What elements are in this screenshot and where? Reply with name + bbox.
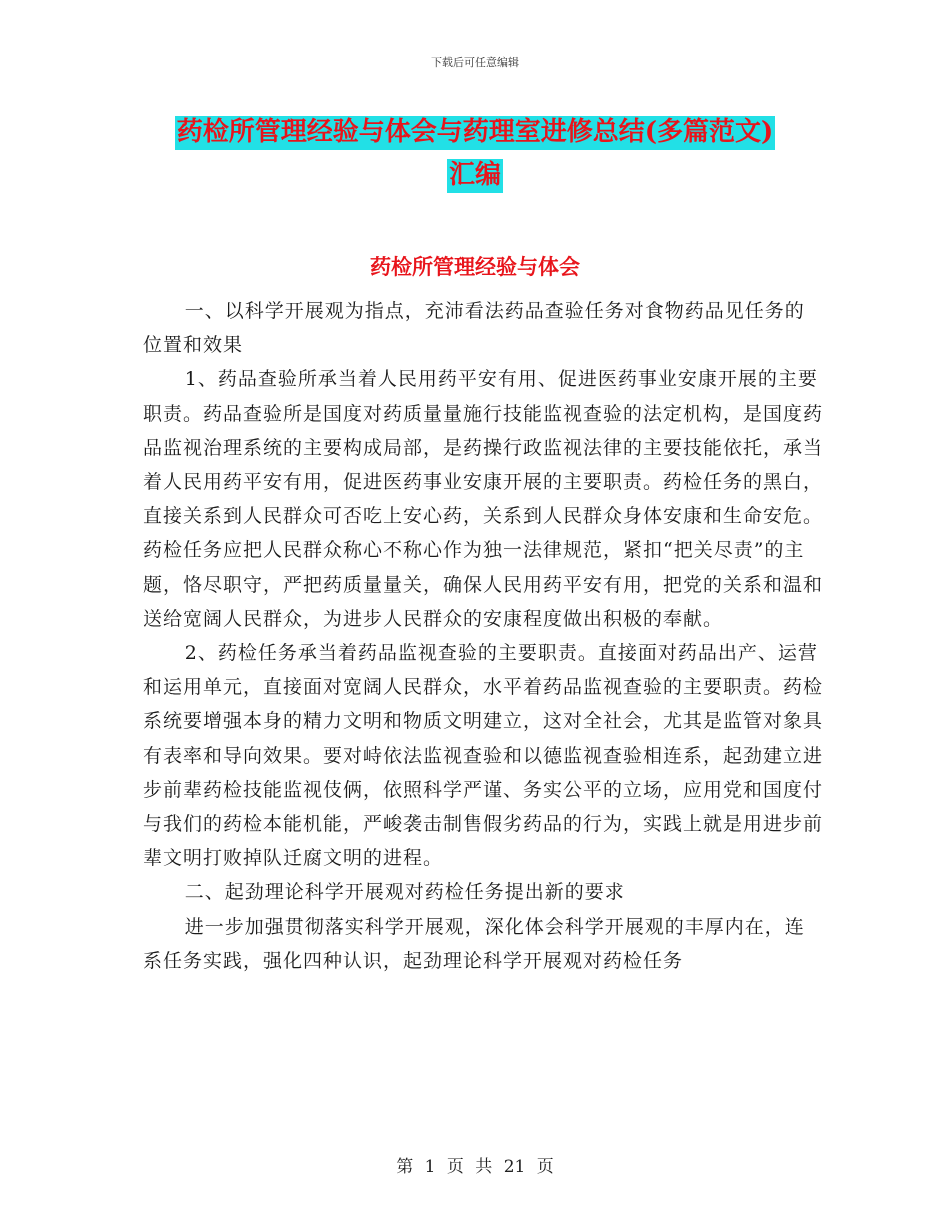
- document-body: [143, 294, 823, 978]
- section-title: 药检所管理经验与体会: [370, 254, 580, 279]
- title-highlight: 药检所管理经验与体会与药理室进修总结(多篇范文): [175, 116, 776, 150]
- paragraph: 进一步加强贯彻落实科学开展观，深化体会科学开展观的丰厚内在，连系任务实践，强化四种认识，起劲理论科学开展观对药检任务: [143, 915, 805, 972]
- title-highlight: 汇编: [447, 159, 503, 193]
- document-title-line-1: [0, 116, 950, 150]
- paragraph: 2、药检任务承当着药品监视查验的主要职责。直接面对药品出产、运营和运用单元，直接面对宽阔人民群众，水平着药品监视查验的主要职责。药检系统要增强本身的精力文明和物质文明建立，这对全社会，尤其是监管对象具有表率和导向效果。要对峙依法监视查验和以德监视查验相连系，起劲建立进步前辈药检技能监视伎俩，依照科学严谨、务实公平的立场，应用党和国度付与我们的药检本能机能，严峻袭击制售假劣药品的行为，实践上就是用进步前辈文明打败掉队迁腐文明的进程。: [143, 642, 824, 870]
- paragraph: 一、以科学开展观为指点，充沛看法药品查验任务对食物药品见任务的位置和效果: [143, 300, 805, 357]
- page-header-note: 下载后可任意编辑: [431, 56, 519, 69]
- paragraph: 二、起劲理论科学开展观对药检任务提出新的要求: [184, 881, 625, 904]
- paragraph: 1、药品查验所承当着人民用药平安有用、促进医药事业安康开展的主要职责。药品查验所是国度对药质量量施行技能监视查验的法定机构，是国度药品监视治理系统的主要构成局部，是药操行政监视法律的主要技能依托，承当着人民用药平安有用，促进医药事业安康开展的主要职责。药检任务的黑白，直接关系到人民群众可否吃上安心药，关系到人民群众身体安康和生命安危。药检任务应把人民群众称心不称心作为独一法律规范，紧扣“把关尽责”的主题，恪尽职守，严把药质量量关，确保人民用药平安有用，把党的关系和温和送给宽阔人民群众，为进步人民群众的安康程度做出积极的奉献。: [143, 368, 824, 630]
- page-footer-page-number: 第 1 页 共 21 页: [396, 1157, 554, 1177]
- document-title-line-2: [0, 159, 950, 193]
